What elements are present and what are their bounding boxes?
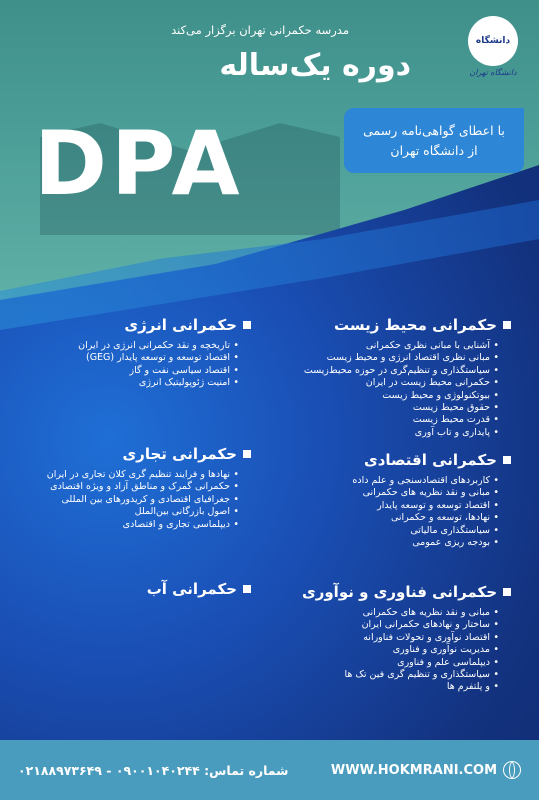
list-item: • پایداری و تاب آوری bbox=[301, 427, 499, 439]
list-item: • نهادها و فرایند تنظیم گری کلان تجاری در ایران bbox=[36, 469, 239, 481]
list-item: • تاریخچه و نقد حکمرانی انرژی در ایران bbox=[51, 340, 239, 352]
bullet-square-icon bbox=[243, 321, 251, 329]
section-trade-title: حکمرانی تجاری bbox=[122, 445, 237, 463]
list-item: • نهادها، توسعه و حکمرانی bbox=[301, 512, 499, 524]
list-item: • مدیریت نوآوری و فناوری bbox=[301, 644, 499, 656]
section-tech-title: حکمرانی فناوری و نوآوری bbox=[301, 583, 497, 601]
certificate-line-2: از دانشگاه تهران bbox=[390, 142, 478, 158]
certificate-box bbox=[344, 108, 524, 173]
list-item: • اصول بازرگانی بین‌الملل bbox=[36, 506, 239, 518]
list-item: • اقتصاد نوآوری و تحولات فناورانه bbox=[301, 632, 499, 644]
list-item: • کاربردهای اقتصادسنجی و علم داده bbox=[301, 475, 499, 487]
section-title bbox=[301, 316, 511, 334]
list-item: • حکمرانی گمرک و مناطق آزاد و ویژه اقتصادی bbox=[36, 481, 239, 493]
phone-label: شماره تماس: bbox=[204, 762, 289, 778]
list-item: • و پلتفرم ها bbox=[301, 681, 499, 693]
list-item: • سیاستگذاری و تنظیم‌گری در حوزه محیط‌زیست bbox=[301, 365, 499, 377]
phone-info bbox=[18, 763, 288, 778]
list-item: • اقتصاد توسعه و توسعه پایدار bbox=[301, 500, 499, 512]
phone-number[interactable]: ۰۹۰۰۱۰۴۰۲۴۴ - ۰۲۱۸۸۹۷۳۶۴۹ bbox=[18, 762, 200, 778]
list-item: • سیاستگذاری مالیاتی bbox=[301, 525, 499, 537]
globe-icon bbox=[503, 761, 521, 779]
section-title bbox=[36, 445, 251, 463]
bullet-square-icon bbox=[503, 321, 511, 329]
list-item: • مبانی و نقد نظریه های حکمرانی bbox=[301, 487, 499, 499]
bullet-square-icon bbox=[243, 450, 251, 458]
bullet-square-icon bbox=[243, 585, 251, 593]
list-item: • دیپلماسی علم و فناوری bbox=[301, 657, 499, 669]
list-item: • آشنایی با مبانی نظری حکمرانی bbox=[301, 340, 499, 352]
list-item: • حقوق محیط زیست bbox=[301, 402, 499, 414]
section-title bbox=[301, 451, 511, 469]
list-item: • اقتصاد سیاسی نفت و گاز bbox=[51, 365, 239, 377]
certificate-line-1: با اعطای گواهی‌نامه رسمی bbox=[363, 122, 505, 138]
university-logo bbox=[465, 16, 521, 86]
list-item: • مبانی و نقد نظریه های حکمرانی bbox=[301, 607, 499, 619]
bullet-square-icon bbox=[503, 456, 511, 464]
section-title bbox=[301, 583, 511, 601]
logo-seal bbox=[468, 16, 518, 66]
program-title: DPA bbox=[34, 112, 244, 215]
section-environment bbox=[301, 316, 511, 439]
logo-seal-text: دانشگاه bbox=[475, 36, 511, 46]
list-item: • بیوتکنولوژی و محیط زیست bbox=[301, 390, 499, 402]
list-item: • جغرافیای اقتصادی و کریدورهای بین المللی bbox=[36, 494, 239, 506]
footer-bar bbox=[0, 740, 539, 800]
section-title bbox=[51, 580, 251, 598]
section-water bbox=[51, 580, 251, 604]
list-item: • مبانی نظری اقتصاد انرژی و محیط زیست bbox=[301, 352, 499, 364]
list-item: • امنیت ژئوپولیتیک انرژی bbox=[51, 377, 239, 389]
section-trade bbox=[36, 445, 251, 531]
section-tech bbox=[301, 583, 511, 694]
list-item: • سیاستگذاری و تنظیم گری فین تک ها bbox=[301, 669, 499, 681]
course-title: دوره یک‌ساله bbox=[219, 48, 411, 83]
section-title bbox=[51, 316, 251, 334]
logo-caption: دانشگاه تهران bbox=[469, 68, 517, 77]
list-item: • حکمرانی محیط زیست در ایران bbox=[301, 377, 499, 389]
list-item: • اقتصاد توسعه و توسعه پایدار (GEG) bbox=[51, 352, 239, 364]
bullet-square-icon bbox=[503, 588, 511, 596]
website-text[interactable]: WWW.HOKMRANI.COM bbox=[330, 762, 497, 778]
section-water-title: حکمرانی آب bbox=[146, 580, 237, 598]
list-item: • قدرت محیط زیست bbox=[301, 414, 499, 426]
website-link[interactable] bbox=[331, 761, 521, 779]
list-item: • دیپلماسی تجاری و اقتصادی bbox=[36, 519, 239, 531]
list-item: • ساختار و نهادهای حکمرانی ایران bbox=[301, 619, 499, 631]
list-item: • بودجه ریزی عمومی bbox=[301, 537, 499, 549]
organizer-text: مدرسه حکمرانی تهران برگزار می‌کند bbox=[171, 23, 349, 37]
section-environment-title: حکمرانی محیط زیست bbox=[333, 316, 497, 334]
section-energy-title: حکمرانی انرژی bbox=[124, 316, 237, 334]
section-economic bbox=[301, 451, 511, 549]
section-economic-title: حکمرانی اقتصادی bbox=[363, 451, 497, 469]
section-energy bbox=[51, 316, 251, 390]
